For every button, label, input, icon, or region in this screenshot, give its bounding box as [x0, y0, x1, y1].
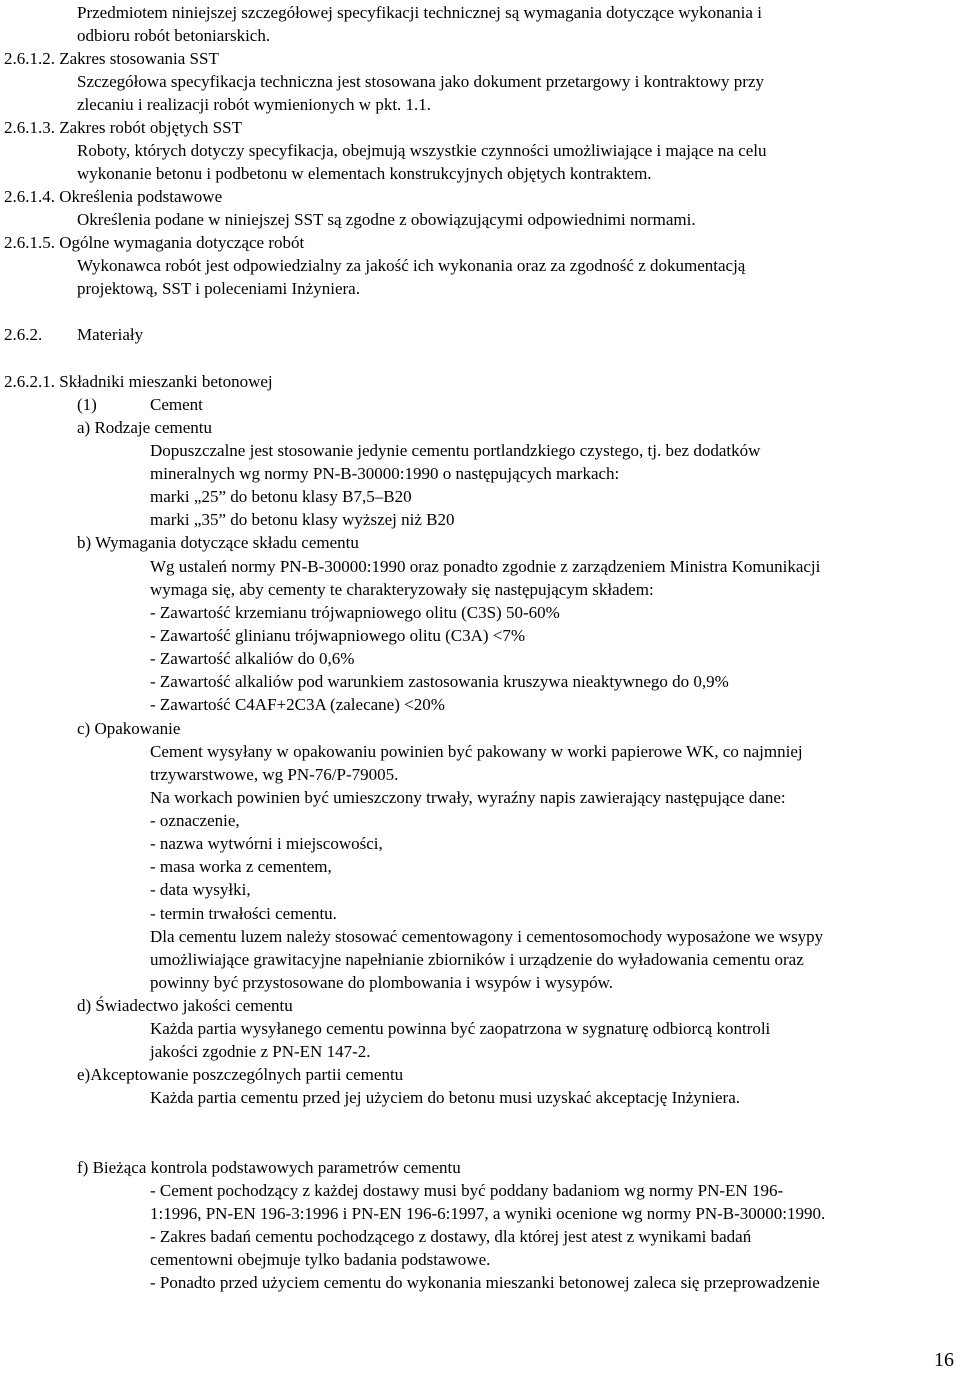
text-line: Wg ustaleń normy PN-B-30000:1990 oraz ponadto zgodnie z zarządzeniem Ministra Komunikacji: [150, 557, 821, 576]
subheading: b) Wymagania dotyczące składu cementu: [77, 533, 359, 552]
text-line: Na workach powinien być umieszczony trwały, wyraźny napis zawierający następujące dane:: [150, 788, 786, 807]
list-item: - Ponadto przed użyciem cementu do wykonania mieszanki betonowej zaleca się przeprowadzenie: [150, 1273, 820, 1292]
text-line: Każda partia cementu przed jej użyciem do betonu musi uzyskać akceptację Inżyniera.: [150, 1088, 741, 1107]
text-line: Wykonawca robót jest odpowiedzialny za jakość ich wykonania oraz za zgodność z dokumentacją: [77, 256, 746, 275]
list-item: - Zawartość C4AF+2C3A (zalecane) <20%: [150, 695, 445, 714]
text-line: Cement wysyłany w opakowaniu powinien być pakowany w worki papierowe WK, co najmniej: [150, 742, 803, 761]
text-line: wymaga się, aby cementy te charakteryzowały się następującym składem:: [150, 580, 654, 599]
list-item: - nazwa wytwórni i miejscowości,: [150, 834, 383, 853]
subheading: f) Bieżąca kontrola podstawowych parametrów cementu: [77, 1158, 461, 1177]
section-heading: 2.6.1.2. Zakres stosowania SST: [4, 49, 219, 68]
list-item: - termin trwałości cementu.: [150, 904, 337, 923]
text-line: trzywarstwowe, wg PN-76/P-79005.: [150, 765, 399, 784]
list-item: - oznaczenie,: [150, 811, 240, 830]
text-line: zlecaniu i realizacji robót wymienionych w pkt. 1.1.: [77, 95, 432, 114]
text-line: Szczegółowa specyfikacja techniczna jest stosowana jako dokument przetargowy i kontraktowy przy: [77, 72, 765, 91]
list-item: - Zawartość krzemianu trójwapniowego olitu (C3S) 50-60%: [150, 603, 560, 622]
text-line: Roboty, których dotyczy specyfikacja, obejmują wszystkie czynności umożliwiające i mające na celu: [77, 141, 767, 160]
text-line: cementowni obejmuje tylko badania podstawowe.: [150, 1250, 491, 1269]
text-line: marki „25” do betonu klasy B7,5–B20: [150, 487, 412, 506]
chapter-title: Materiały: [77, 325, 144, 344]
text-line: Przedmiotem niniejszej szczegółowej specyfikacji technicznej są wymagania dotyczące wykonania i: [77, 3, 762, 22]
item-number: (1): [77, 395, 97, 414]
text-line: Dopuszczalne jest stosowanie jedynie cementu portlandzkiego czystego, tj. bez dodatków: [150, 441, 761, 460]
list-item: - masa worka z cementem,: [150, 857, 332, 876]
list-item: - Zawartość alkaliów do 0,6%: [150, 649, 355, 668]
text-line: powinny być przystosowane do plombowania i wsypów i wysypów.: [150, 973, 614, 992]
subheading: a) Rodzaje cementu: [77, 418, 212, 437]
text-line: marki „35” do betonu klasy wyższej niż B20: [150, 510, 455, 529]
list-item: - Zakres badań cementu pochodzącego z dostawy, dla której jest atest z wynikami badań: [150, 1227, 752, 1246]
text-line: Określenia podane w niniejszej SST są zgodne z obowiązującymi odpowiednimi normami.: [77, 210, 696, 229]
text-line: umożliwiające grawitacyjne napełnianie zbiorników i urządzenie do wyładowania cementu oraz: [150, 950, 804, 969]
text-line: mineralnych wg normy PN-B-30000:1990 o następujących markach:: [150, 464, 620, 483]
list-item: - Zawartość glinianu trójwapniowego olitu (C3A) <7%: [150, 626, 526, 645]
page-number: 16: [934, 1349, 954, 1371]
subheading: e)Akceptowanie poszczególnych partii cementu: [77, 1065, 404, 1084]
text-line: projektową, SST i poleceniami Inżyniera.: [77, 279, 360, 298]
list-item: - data wysyłki,: [150, 880, 251, 899]
subheading: c) Opakowanie: [77, 719, 181, 738]
list-item: - Zawartość alkaliów pod warunkiem zastosowania kruszywa nieaktywnego do 0,9%: [150, 672, 729, 691]
item-title: Cement: [150, 395, 203, 414]
section-heading: 2.6.2.1. Składniki mieszanki betonowej: [4, 372, 273, 391]
section-heading: 2.6.1.4. Określenia podstawowe: [4, 187, 223, 206]
text-line: jakości zgodnie z PN-EN 147-2.: [150, 1042, 371, 1061]
section-heading: 2.6.1.5. Ogólne wymagania dotyczące robót: [4, 233, 305, 252]
text-line: Każda partia wysyłanego cementu powinna być zaopatrzona w sygnaturę odbiorcą kontroli: [150, 1019, 771, 1038]
text-line: wykonanie betonu i podbetonu w elementach konstrukcyjnych objętych kontraktem.: [77, 164, 652, 183]
chapter-number: 2.6.2.: [4, 325, 43, 344]
subheading: d) Świadectwo jakości cementu: [77, 996, 293, 1015]
text-line: Dla cementu luzem należy stosować cementowagony i cementosomochody wyposażone we wsypy: [150, 927, 824, 946]
text-line: 1:1996, PN-EN 196-3:1996 i PN-EN 196-6:1997, a wyniki ocenione wg normy PN-B-30000:1990.: [150, 1204, 826, 1223]
section-heading: 2.6.1.3. Zakres robót objętych SST: [4, 118, 242, 137]
text-line: odbioru robót betoniarskich.: [77, 26, 271, 45]
list-item: - Cement pochodzący z każdej dostawy musi być poddany badaniom wg normy PN-EN 196-: [150, 1181, 784, 1200]
